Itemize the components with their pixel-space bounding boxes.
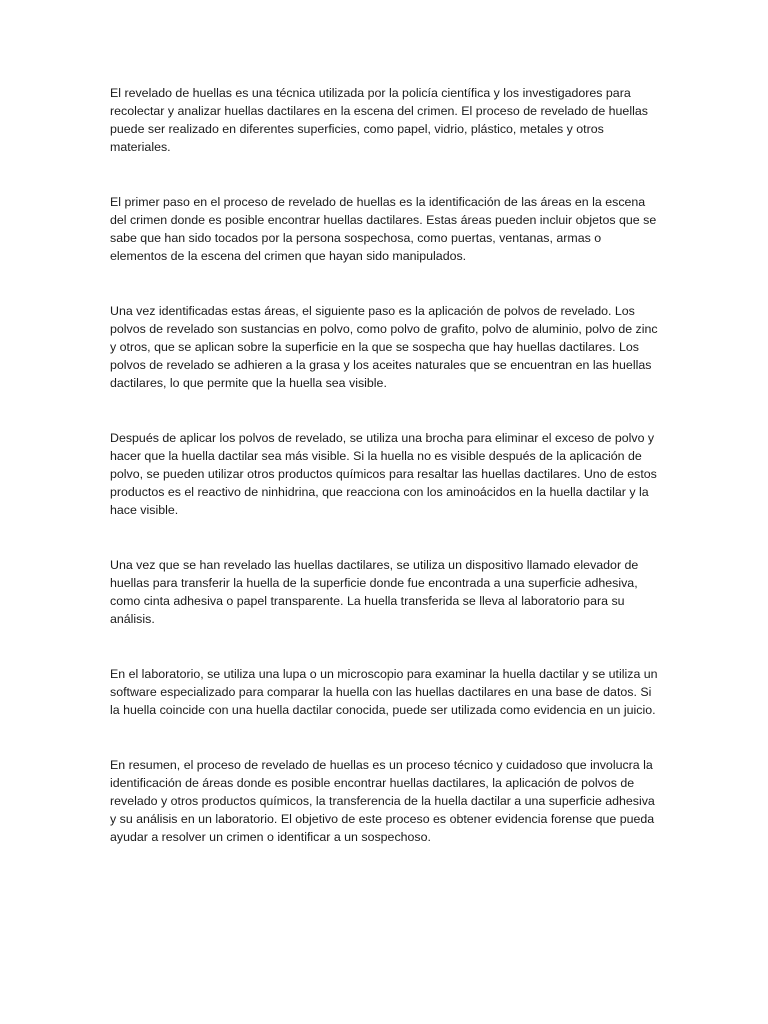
paragraph-2: El primer paso en el proceso de revelado de huellas es la identificación de las áreas en la escena del crimen donde es posible encontrar huellas dactilares. Estas áreas pueden incluir objetos que se sabe que han sido tocados por la persona sospechosa, como puertas, ventanas, armas o elementos de la escena del crimen que hayan sido manipulados. — [110, 195, 657, 263]
paragraph-4: Después de aplicar los polvos de revelado, se utiliza una brocha para eliminar el exceso de polvo y hacer que la huella dactilar sea más visible. Si la huella no es visible después de la aplicación de polvo, se pueden utilizar otros productos químicos para resaltar las huellas dactilares. Uno de estos productos es el reactivo de ninhidrina, que reacciona con los aminoácidos en la huella dactilar y la hace visible. — [110, 431, 657, 517]
paragraph-3: Una vez identificadas estas áreas, el siguiente paso es la aplicación de polvos de revelado. Los polvos de revelado son sustancias en polvo, como polvo de grafito, polvo de aluminio, polvo de zinc y otros, que se aplican sobre la superficie en la que se sospecha que hay huellas dactilares. Los polvos de revelado se adhieren a la grasa y los aceites naturales que se encuentran en las huellas dactilares, lo que permite que la huella sea visible. — [110, 304, 658, 390]
document-body — [110, 84, 658, 846]
paragraph-1: El revelado de huellas es una técnica utilizada por la policía científica y los investigadores para recolectar y analizar huellas dactilares en la escena del crimen. El proceso de revelado de huellas puede ser realizado en diferentes superficies, como papel, vidrio, plástico, metales y otros materiales. — [110, 86, 648, 154]
paragraph-5: Una vez que se han revelado las huellas dactilares, se utiliza un dispositivo llamado elevador de huellas para transferir la huella de la superficie donde fue encontrada a una superficie adhesiva, como cinta adhesiva o papel transparente. La huella transferida se lleva al laboratorio para su análisis. — [110, 558, 639, 626]
paragraph-6: En el laboratorio, se utiliza una lupa o un microscopio para examinar la huella dactilar y se utiliza un software especializado para comparar la huella con las huellas dactilares en una base de datos. Si la huella coincide con una huella dactilar conocida, puede ser utilizada como evidencia en un juicio. — [110, 667, 658, 717]
paragraph-7: En resumen, el proceso de revelado de huellas es un proceso técnico y cuidadoso que involucra la identificación de áreas donde es posible encontrar huellas dactilares, la aplicación de polvos de revelado y otros productos químicos, la transferencia de la huella dactilar a una superficie adhesiva y su análisis en un laboratorio. El objetivo de este proceso es obtener evidencia forense que pueda ayudar a resolver un crimen o identificar a un sospechoso. — [110, 758, 655, 844]
